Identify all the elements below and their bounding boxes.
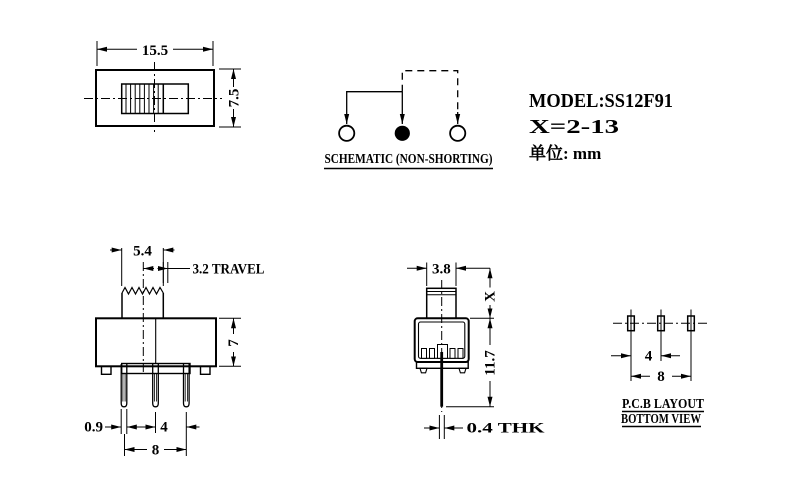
info-block	[529, 90, 673, 163]
front-pins	[121, 364, 189, 407]
unit-label: 单位: mm	[529, 144, 602, 163]
front-pin-width-dimension	[105, 409, 147, 434]
side-total-height-label: 11.7	[482, 350, 499, 376]
side-view	[407, 262, 545, 440]
front-pin-2	[153, 364, 159, 407]
pcb-layout-view	[611, 310, 709, 427]
side-pin-thickness-label: 0.4 THK	[466, 420, 545, 437]
front-pin-width-label: 0.9	[84, 419, 103, 436]
front-travel-dimension	[143, 262, 190, 283]
front-pin-span-label: 8	[151, 442, 160, 459]
front-pin-pitch-label: 4	[160, 419, 168, 436]
schematic-terminal-left	[339, 126, 354, 141]
front-travel-label: 3.2 TRAVEL	[192, 261, 265, 278]
pcb-span-label: 8	[657, 368, 665, 385]
front-base-plate	[122, 364, 190, 374]
side-knob-height-label: X	[482, 291, 499, 302]
schematic-view	[324, 71, 493, 169]
top-view-height-label: 7.5	[226, 88, 243, 108]
front-knob-width-label: 5.4	[133, 243, 152, 260]
schematic-wire-dashed	[402, 71, 457, 112]
pcb-title-line2: BOTTOM VIEW	[621, 411, 702, 426]
pcb-title-line1: P.C.B LAYOUT	[622, 396, 704, 411]
model-label: MODEL:SS12F91	[529, 90, 673, 112]
front-knob-zigzag	[122, 288, 163, 295]
front-left-foot	[102, 366, 112, 374]
top-view	[84, 41, 243, 132]
front-body-height-label: 7	[226, 339, 242, 347]
side-knob-width-label: 3.8	[432, 261, 451, 278]
side-pin-thickness-dimension	[424, 415, 463, 439]
top-view-width-label: 15.5	[141, 43, 169, 59]
schematic-terminal-right	[450, 126, 465, 141]
schematic-terminal-common	[395, 126, 410, 141]
front-pin-3	[184, 364, 190, 407]
schematic-wire-left	[347, 92, 403, 124]
front-view	[84, 244, 264, 459]
pcb-pitch-label: 4	[644, 348, 653, 365]
x-range-label: X=2-13	[529, 116, 619, 138]
schematic-title: SCHEMATIC (NON-SHORTING)	[324, 152, 493, 167]
front-right-foot	[201, 366, 211, 374]
